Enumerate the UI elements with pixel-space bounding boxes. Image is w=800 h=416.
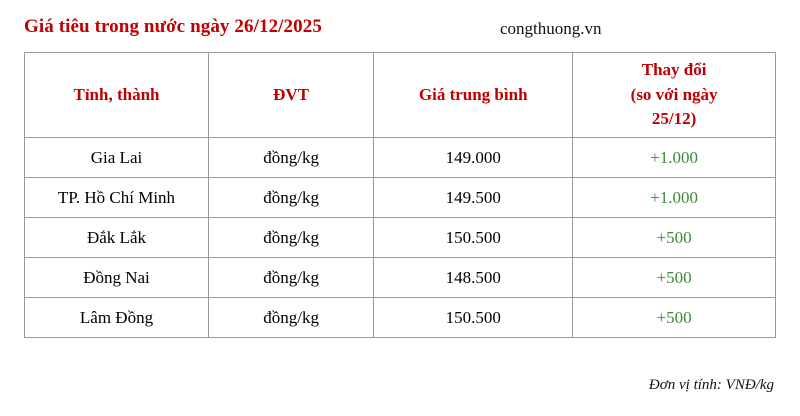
cell-unit: đồng/kg — [208, 178, 373, 218]
cell-change: +1.000 — [573, 178, 776, 218]
table-body — [25, 138, 776, 338]
table-row — [25, 138, 776, 178]
cell-change: +500 — [573, 218, 776, 258]
column-header-unit: ĐVT — [208, 53, 373, 138]
pepper-price-table — [24, 52, 776, 338]
cell-province: Đắk Lắk — [25, 218, 209, 258]
column-header-change — [573, 53, 776, 138]
cell-change: +1.000 — [573, 138, 776, 178]
table-header-row — [25, 53, 776, 138]
cell-change: +500 — [573, 258, 776, 298]
cell-province: TP. Hồ Chí Minh — [25, 178, 209, 218]
column-header-average-price: Giá trung bình — [374, 53, 573, 138]
cell-province: Đồng Nai — [25, 258, 209, 298]
cell-unit: đồng/kg — [208, 218, 373, 258]
table-row — [25, 258, 776, 298]
cell-province: Gia Lai — [25, 138, 209, 178]
cell-province: Lâm Đồng — [25, 298, 209, 338]
cell-unit: đồng/kg — [208, 258, 373, 298]
cell-unit: đồng/kg — [208, 138, 373, 178]
column-header-change-line1: Thay đổi — [641, 60, 707, 80]
cell-price: 149.500 — [374, 178, 573, 218]
page-title: Giá tiêu trong nước ngày 26/12/2025 — [24, 16, 322, 37]
table-row — [25, 178, 776, 218]
cell-price: 150.500 — [374, 218, 573, 258]
column-header-province: Tỉnh, thành — [25, 53, 209, 138]
table-row — [25, 298, 776, 338]
cell-price: 148.500 — [374, 258, 573, 298]
table-header — [25, 53, 776, 138]
cell-change: +500 — [573, 298, 776, 338]
unit-footnote: Đơn vị tính: VNĐ/kg — [648, 377, 774, 393]
cell-price: 150.500 — [374, 298, 573, 338]
column-header-change-line2: (so với ngày — [630, 84, 718, 104]
site-brand: congthuong.vn — [500, 19, 602, 38]
cell-price: 149.000 — [374, 138, 573, 178]
cell-unit: đồng/kg — [208, 298, 373, 338]
column-header-change-line3: 25/12) — [651, 109, 697, 129]
table-row — [25, 218, 776, 258]
document-header — [0, 16, 800, 50]
